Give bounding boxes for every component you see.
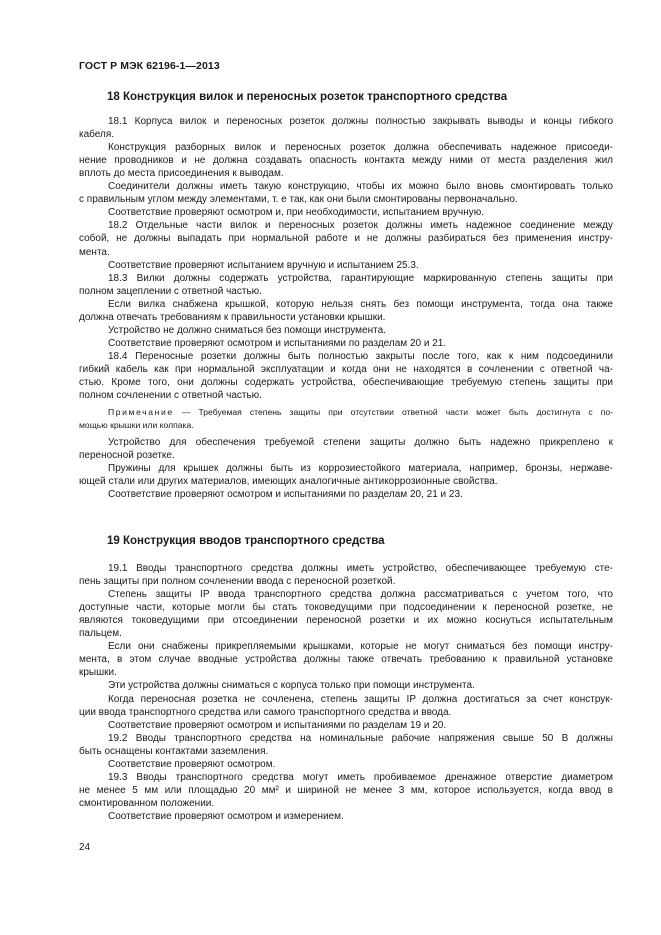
text-line: собой, не должны выпадать при нормальной работе и не должны разбираться без применения инстру-: [79, 233, 613, 245]
section-heading: 19 Конструкция вводов транспортного средства: [107, 535, 385, 547]
text-line: ющей стали или других материалов, имеющих аналогичные антикоррозионные свойства.: [79, 476, 498, 488]
text-line: Устройство не должно сниматься без помощи инструмента.: [108, 324, 386, 336]
text-line: Соответствие проверяют осмотром.: [108, 758, 276, 770]
page-number: 24: [79, 842, 91, 853]
text-line: мента, в этом случае вводные устройства должны также отвечать требованию к правильной установке: [79, 654, 613, 666]
text-line: Соответствие проверяют испытанием вручную и испытанием 25.3.: [108, 259, 419, 271]
note-line: [108, 406, 613, 419]
text-line: ции ввода транспортного средства или самого транспортного средства и ввода.: [79, 706, 452, 718]
text-line: Соответствие проверяют осмотром и испытаниями по разделам 19 и 20.: [108, 719, 447, 731]
text-line: вплоть до места присоединения к выводам.: [79, 168, 284, 180]
text-line: крышки.: [79, 667, 117, 679]
text-line: Если они снабжены прикрепляемыми крышками, которые не могут сниматься без помощи инстру-: [108, 641, 613, 653]
text-line: 18.2 Отдельные части вилок и переносных розеток должны иметь надежное соединение между: [108, 220, 613, 232]
text-line: Когда переносная розетка не сочленена, степень защиты IP должна достигаться за счет конструк-: [108, 693, 613, 705]
text-line: полном зацеплении с ответной частью.: [79, 285, 262, 297]
text-line: 18.1 Корпуса вилок и переносных розеток должны полностью закрывать выводы и концы гибкого: [108, 116, 613, 127]
text-line: гибкий кабель как при нормальной эксплуатации и когда они не находятся в сочленении с ответной ча-: [79, 363, 613, 375]
text-line: Конструкция разборных вилок и переносных розеток должна обеспечивать надежное присоеди-: [108, 142, 613, 154]
note-label: Примечание: [108, 407, 174, 418]
text-line: нение проводников и не должна создавать опасность контакта между ними от места разделения жил: [79, 155, 613, 167]
text-line: Устройство для обеспечения требуемой степени защиты должно быть надежно прикреплено к: [108, 437, 613, 449]
standard-designation: ГОСТ Р МЭК 62196-1—2013: [79, 60, 220, 72]
text-line: Эти устройства должны сниматься с корпуса только при помощи инструмента.: [108, 680, 475, 692]
text-line: являются токоведущими при отсоединении переносной розетки и их можно коснуться испытательным: [79, 615, 613, 627]
text-line: Соответствие проверяют осмотром и, при необходимости, испытанием вручную.: [108, 207, 485, 219]
text-line: Соответствие проверяют осмотром и измерением.: [108, 810, 344, 822]
text-line: Соответствие проверяют осмотром и испытаниями по разделам 20, 21 и 23.: [108, 489, 463, 501]
section-heading: 18 Конструкция вилок и переносных розеток транспортного средства: [107, 91, 508, 103]
text-line: 18.3 Вилки должны содержать устройства, гарантирующие маркированную степень защиты при: [108, 272, 613, 284]
text-line: быть оснащены контактами заземления.: [79, 745, 269, 757]
text-line: кабеля.: [79, 129, 115, 141]
text-line: 19.2 Вводы транспортного средства на номинальные рабочие напряжения свыше 50 В должны: [108, 732, 613, 744]
text-line: доступные части, которые могли бы стать токоведущими при подсоединении к переносной розетке, не: [79, 602, 613, 614]
text-line: 19.3 Вводы транспортного средства могут иметь пробиваемое дренажное отверстие диаметром: [108, 771, 613, 783]
note-text: — Требуемая степень защиты при отсутствии ответной части может быть достигнута с по-: [173, 407, 613, 418]
text-line: Соединители должны иметь такую конструкцию, чтобы их можно было вновь смонтировать только: [108, 181, 613, 193]
text-line: Если вилка снабжена крышкой, которую нельзя снять без помощи инструмента, тогда она также: [108, 298, 613, 310]
text-line: Степень защиты IP ввода транспортного средства должна рассматриваться с учетом того, что: [108, 589, 613, 601]
text-line: переносной розетке.: [79, 450, 175, 462]
text-line: 18.4 Переносные розетки должны быть полностью закрыты после того, как к ним подсоединили: [108, 350, 613, 362]
text-line: должна отвечать требованиям к правильности установки крышки.: [79, 311, 386, 323]
text-line: не менее 5 мм или площадью 20 мм² и шириной не менее 3 мм, которое используется, когда ввод в: [79, 784, 613, 796]
text-line: пень защиты при полном сочленении ввода с переносной розеткой.: [79, 576, 396, 588]
text-line: мента.: [79, 246, 110, 258]
text-line: Соответствие проверяют осмотром и испытаниями по разделам 20 и 21.: [108, 337, 447, 349]
text-line: Пружины для крышек должны быть из коррозиестойкого материала, например, бронзы, нержаве-: [108, 463, 613, 475]
text-line: стью. Кроме того, они должны содержать устройства, обеспечивающие требуемую степень защиты при: [79, 377, 613, 388]
text-line: пальцем.: [79, 628, 122, 640]
text-line: полном сочленении с ответной частью.: [79, 390, 262, 402]
text-line: с правильным углом между элементами, т. е так, как они были смонтированы первоначально.: [79, 194, 518, 206]
note-line: мощью крышки или колпака.: [79, 420, 194, 431]
text-line: смонтированном положении.: [79, 797, 215, 809]
text-line: 19.1 Вводы транспортного средства должны иметь устройство, обеспечивающее требуемую сте-: [108, 563, 613, 574]
